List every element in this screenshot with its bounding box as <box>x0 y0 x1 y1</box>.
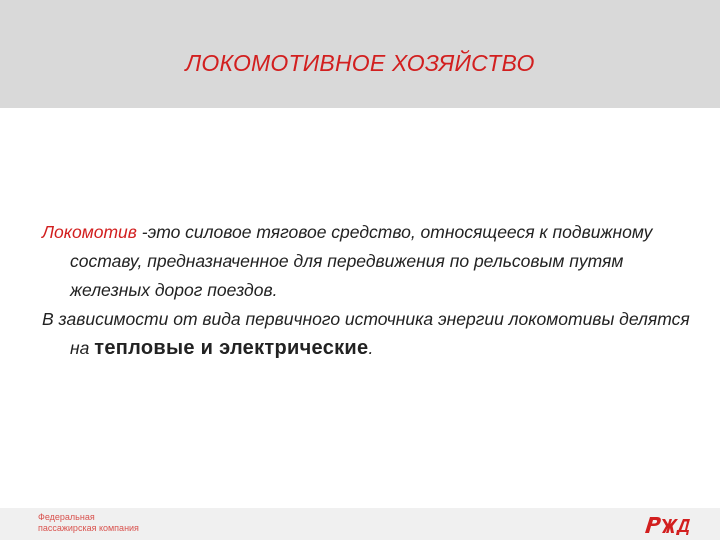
company-name <box>38 512 139 534</box>
slide-content <box>42 218 702 363</box>
slide-title: ЛОКОМОТИВНОЕ ХОЗЯЙСТВО <box>185 50 535 76</box>
classification-paragraph <box>42 305 702 363</box>
company-name-line2: пассажирская компания <box>38 523 139 533</box>
definition-text: -это силовое тяговое средство, относящееся к подвижному составу, предназначенное для передвижения по рельсовым путям железных дорог поездов. <box>70 222 653 300</box>
rzd-logo-icon <box>642 513 692 535</box>
classification-emphasis: тепловые и электрические <box>94 337 369 359</box>
company-name-line1: Федеральная <box>38 512 95 522</box>
classification-text: В зависимости от вида первичного источника энергии локомотивы делятся на <box>42 309 690 358</box>
term-locomotive: Локомотив <box>42 222 137 242</box>
classification-tail: . <box>368 338 374 358</box>
definition-paragraph <box>42 218 702 305</box>
